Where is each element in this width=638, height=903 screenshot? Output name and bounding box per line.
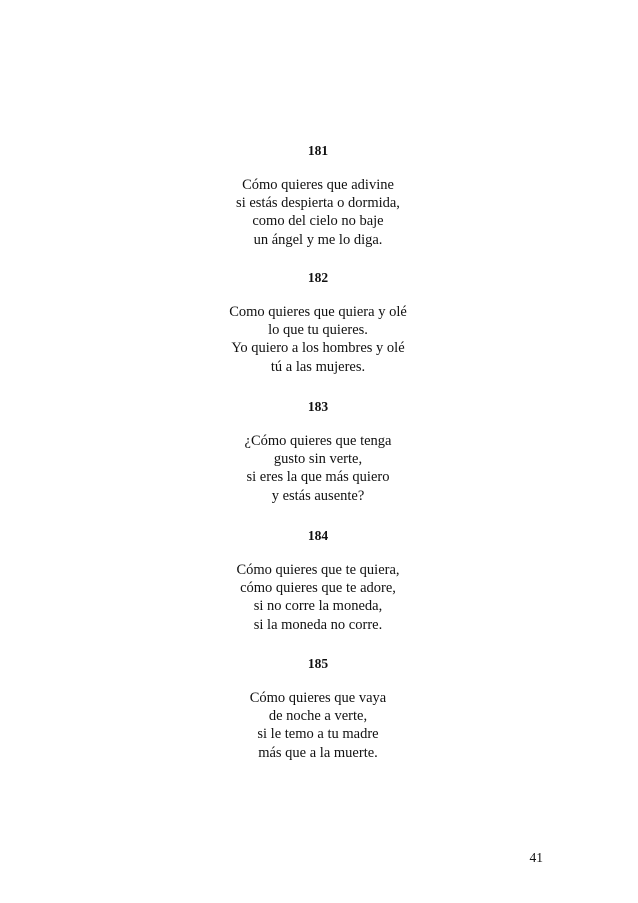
poem-line: si estás despierta o dormida,	[236, 195, 400, 212]
poem-line: un ángel y me lo diga.	[253, 231, 383, 248]
poem-line: si la moneda no corre.	[253, 616, 383, 633]
poem-line: Como quieres que quiera y olé	[229, 304, 407, 320]
poem-line: ¿Cómo quieres que tenga	[244, 433, 392, 449]
poem-line: de noche a verte,	[268, 708, 368, 725]
poem-line: Cómo quieres que te quiera,	[236, 562, 400, 578]
poem-184	[222, 527, 414, 634]
poem-line: si no corre la moneda,	[253, 598, 383, 615]
poem-line: cómo quieres que te adore,	[240, 580, 396, 597]
poem-line: más que a la muerte.	[258, 744, 378, 761]
poem-line: Cómo quieres que adivine	[242, 177, 394, 193]
page-number: 41	[529, 850, 543, 865]
poem-line: Cómo quieres que vaya	[249, 690, 387, 706]
poem-line: si le temo a tu madre	[257, 726, 379, 743]
poem-number: 184	[307, 528, 329, 543]
poem-181	[222, 142, 414, 249]
poem-182	[222, 269, 414, 376]
poem-line: como del cielo no baje	[252, 213, 384, 230]
poem-line: tú a las mujeres.	[270, 358, 366, 375]
poem-line: si eres la que más quiero	[246, 469, 390, 486]
poem-line: Yo quiero a los hombres y olé	[231, 340, 405, 357]
poem-number: 182	[307, 270, 329, 285]
poem-line: lo que tu quieres.	[268, 322, 368, 339]
poem-number: 181	[307, 143, 329, 158]
poem-line: gusto sin verte,	[273, 451, 363, 468]
poem-185	[222, 655, 414, 762]
poem-183	[222, 398, 414, 505]
poem-line: y estás ausente?	[271, 487, 365, 504]
poem-number: 183	[307, 399, 329, 414]
poem-number: 185	[307, 656, 329, 671]
